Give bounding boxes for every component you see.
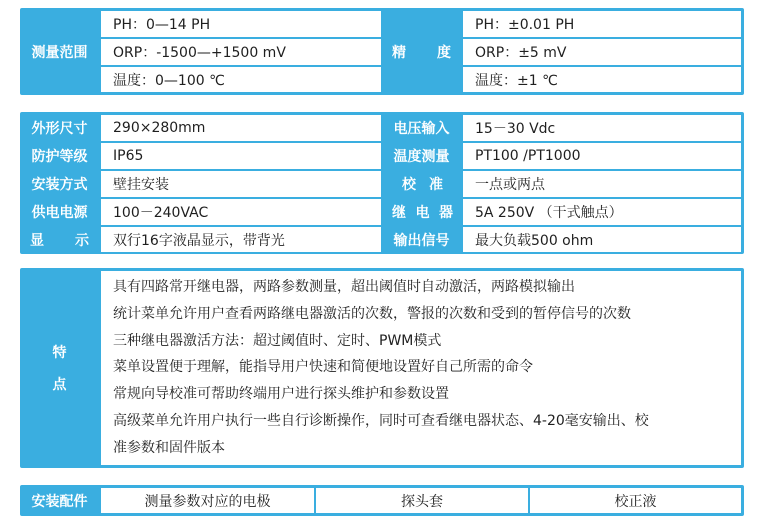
accessories-label: 安装配件 [31, 493, 88, 510]
spec-value-display: 双行16字液晶显示，带背光 [101, 227, 381, 252]
feature-line: 菜单设置便于理解，能指导用户快速和简便地设置好自己所需的命令 [113, 359, 533, 376]
range-orp: ORP：-1500—+1500 mV [101, 39, 381, 65]
spec-label-output: 输出信号 [393, 232, 450, 249]
feature-line: 准参数和固件版本 [113, 439, 225, 456]
range-precision-table [20, 8, 744, 95]
spec-label-calibration: 校 准 [402, 177, 443, 193]
feature-line: 三种继电器激活方法：超过阈值时、定时、PWM模式 [113, 332, 442, 349]
spec-value-output: 最大负载500 ohm [463, 227, 741, 252]
spec-label-display: 显 示 [30, 232, 89, 249]
spec-label-protection: 防护等级 [31, 149, 88, 165]
feature-line: 统计菜单允许用户查看两路继电器激活的次数，警报的次数和受到的暂停信号的次数 [113, 305, 631, 322]
feature-line: 高级菜单允许用户执行一些自行诊断操作，同时可查看继电器状态、4-20毫安输出、校 [113, 412, 649, 429]
spec-value-size: 290×280mm [101, 115, 381, 141]
specs-table [20, 112, 744, 254]
spec-value-calibration: 一点或两点 [463, 171, 741, 197]
accessories-table [20, 485, 744, 516]
spec-label-power: 供电电源 [31, 205, 88, 221]
range-temp: 温度：0—100 ℃ [101, 67, 381, 92]
features-label: 特 点 [52, 345, 67, 393]
range-label: 测量范围 [31, 44, 88, 61]
precision-label: 精 度 [392, 44, 451, 61]
spec-label-relay: 继 电 器 [392, 205, 453, 221]
spec-label-temp-measure: 温度测量 [393, 149, 450, 165]
accessory-probe-sleeve: 探头套 [316, 488, 528, 513]
spec-label-install: 安装方式 [31, 177, 88, 193]
features-table [20, 268, 744, 468]
spec-value-temp-measure: PT100 /PT1000 [463, 143, 741, 169]
feature-line: 具有四路常开继电器，两路参数测量，超出阈值时自动激活，两路模拟输出 [113, 279, 575, 295]
feature-line: 常规向导校准可帮助终端用户进行探头维护和参数设置 [113, 386, 449, 403]
spec-label-size: 外形尺寸 [31, 121, 88, 137]
spec-value-power: 100－240VAC [101, 199, 381, 225]
features-list [101, 271, 741, 465]
precision-temp: 温度：±1 ℃ [463, 67, 741, 92]
accessory-calibration-solution: 校正液 [530, 488, 741, 513]
spec-value-protection: IP65 [101, 143, 381, 169]
precision-ph: PH：±0.01 PH [463, 11, 741, 37]
spec-value-voltage: 15－30 Vdc [463, 115, 741, 141]
spec-value-relay: 5A 250V （干式触点） [463, 199, 741, 225]
precision-orp: ORP：±5 mV [463, 39, 741, 65]
spec-label-voltage: 电压输入 [393, 121, 450, 137]
spec-value-install: 壁挂安装 [101, 171, 381, 197]
accessory-electrode: 测量参数对应的电极 [101, 488, 314, 513]
range-ph: PH：0—14 PH [101, 11, 381, 37]
